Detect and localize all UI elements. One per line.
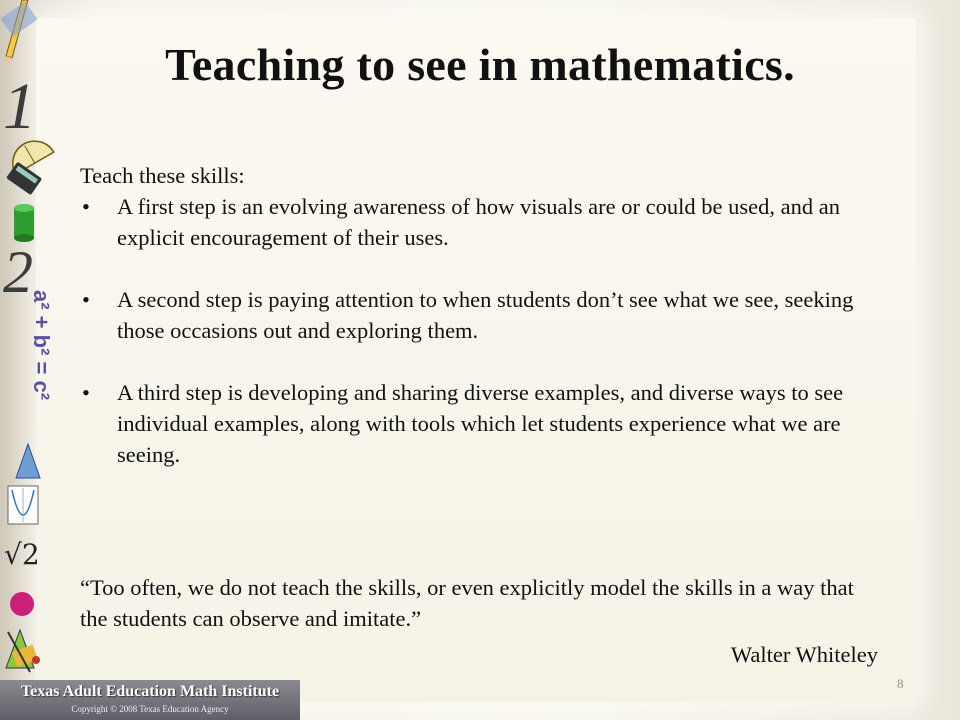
slide-body: [80, 160, 880, 470]
bullet-marker: •: [82, 194, 90, 219]
bullet-text: A third step is developing and sharing diverse examples, and diverse ways to see individual examples, along with tools which let students experience what we are seeing.: [117, 380, 844, 467]
digit-one: 1: [3, 70, 36, 143]
bullet-marker: •: [82, 380, 90, 405]
parabola-graph-icon: [8, 486, 38, 524]
sphere-icon: [10, 592, 34, 616]
sidebar-art: [0, 0, 54, 690]
math-sidebar: [0, 0, 54, 690]
pythagorean-formula: a² + b² = c²: [29, 290, 54, 401]
bullet-text: A first step is an evolving awareness of how visuals are or could be used, and an explicit encouragement of their uses.: [117, 194, 840, 250]
intro-text: Teach these skills:: [80, 163, 245, 188]
quote-author: Walter Whiteley: [730, 642, 878, 667]
page-number: 8: [897, 676, 904, 691]
sqrt-icon: √2: [4, 538, 40, 571]
bullet-marker: •: [82, 287, 90, 312]
calculator-icon: [6, 162, 42, 196]
bullet-list: [80, 191, 880, 470]
geometry-tools-icon: [6, 630, 40, 672]
bullet-text: A second step is paying attention to when students don’t see what we see, seeking those occasions out and exploring them.: [117, 287, 854, 343]
footer-brand: Texas Adult Education Math Institute: [20, 683, 280, 700]
bullet-item: [80, 377, 880, 470]
bullet-item: [80, 191, 880, 253]
digit-two: 2: [3, 239, 33, 305]
slide-title: Teaching to see in mathematics.: [165, 39, 795, 90]
triangle-icon: [16, 444, 40, 478]
quote-text: “Too often, we do not teach the skills, or even explicitly model the skills in a way that the students can observe and imitate.”: [80, 575, 854, 631]
footer-banner: [0, 680, 300, 720]
footer-copyright: Copyright © 2008 Texas Education Agency: [71, 704, 229, 714]
bullet-item: [80, 284, 880, 346]
cylinder-icon: [14, 204, 34, 242]
